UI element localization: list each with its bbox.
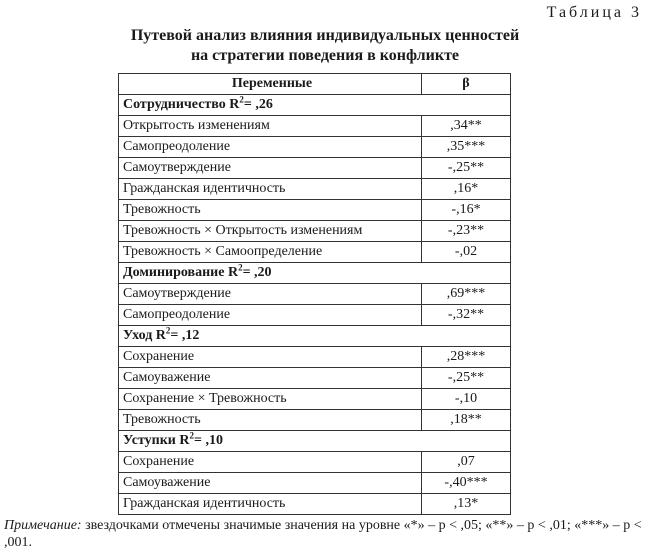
table-row: [119, 242, 511, 263]
table-row: [119, 368, 511, 389]
table-note: [4, 517, 646, 551]
beta-cell: -,23**: [422, 221, 511, 242]
beta-cell: -,16*: [422, 200, 511, 221]
note-label: Примечание:: [4, 518, 82, 533]
variable-cell: Самоуважение: [119, 368, 422, 389]
variable-cell: Гражданская идентичность: [119, 494, 422, 515]
beta-cell: -,02: [422, 242, 511, 263]
table-row: [119, 200, 511, 221]
table-number-label: Таблица 3: [546, 4, 642, 21]
section-name: Сотрудничество R: [123, 97, 240, 112]
r2-value: = ,12: [170, 328, 200, 343]
r2-value: = ,20: [242, 265, 272, 280]
beta-cell: ,34**: [422, 116, 511, 137]
variable-cell: Самоуважение: [119, 473, 422, 494]
r2-exponent: 2: [189, 430, 194, 441]
table-row: [119, 473, 511, 494]
header-row: [119, 74, 511, 95]
beta-cell: ,28***: [422, 347, 511, 368]
beta-cell: ,13*: [422, 494, 511, 515]
variable-cell: Самоутверждение: [119, 284, 422, 305]
beta-cell: -,32**: [422, 305, 511, 326]
section-row: [119, 326, 511, 347]
beta-cell: ,35***: [422, 137, 511, 158]
table-row: [119, 347, 511, 368]
r2-exponent: 2: [239, 94, 244, 105]
section-row: [119, 263, 511, 284]
title-line-1: Путевой анализ влияния индивидуальных ценностей: [130, 27, 520, 44]
variable-cell: Самопреодоление: [119, 137, 422, 158]
table-row: [119, 452, 511, 473]
variable-cell: Тревожность × Самоопределение: [119, 242, 422, 263]
table-row: [119, 158, 511, 179]
table-row: [119, 389, 511, 410]
section-name: Доминирование R: [123, 265, 239, 280]
table-body: [119, 95, 511, 515]
section-heading: [119, 326, 511, 347]
variable-cell: Сохранение × Тревожность: [119, 389, 422, 410]
table-title: [0, 26, 650, 66]
beta-cell: ,18**: [422, 410, 511, 431]
r2-value: = ,26: [243, 97, 273, 112]
path-analysis-table: [118, 73, 511, 515]
section-heading: [119, 263, 511, 284]
beta-cell: -,25**: [422, 158, 511, 179]
table-row: [119, 137, 511, 158]
table-row: [119, 221, 511, 242]
variable-cell: Гражданская идентичность: [119, 179, 422, 200]
r2-value: = ,10: [193, 433, 223, 448]
table-row: [119, 284, 511, 305]
section-row: [119, 95, 511, 116]
section-name: Уход R: [123, 328, 166, 343]
note-text: звездочками отмечены значимые значения на уровне «*» – p < ,05; «**» – p < ,01; «***» – p < ,001.: [4, 518, 642, 550]
variable-cell: Открытость изменениям: [119, 116, 422, 137]
beta-cell: ,16*: [422, 179, 511, 200]
section-heading: [119, 431, 511, 452]
section-row: [119, 431, 511, 452]
section-name: Уступки R: [123, 433, 190, 448]
variable-cell: Самоутверждение: [119, 158, 422, 179]
beta-cell: ,69***: [422, 284, 511, 305]
beta-cell: -,25**: [422, 368, 511, 389]
variable-cell: Сохранение: [119, 452, 422, 473]
header-beta: β: [422, 74, 511, 95]
table-row: [119, 410, 511, 431]
beta-cell: -,40***: [422, 473, 511, 494]
variable-cell: Сохранение: [119, 347, 422, 368]
table-row: [119, 494, 511, 515]
header-variables: Переменные: [119, 74, 422, 95]
variable-cell: Тревожность: [119, 410, 422, 431]
table-row: [119, 116, 511, 137]
variable-cell: Самопреодоление: [119, 305, 422, 326]
title-line-2: на стратегии поведения в конфликте: [190, 47, 460, 64]
variable-cell: Тревожность: [119, 200, 422, 221]
table-row: [119, 179, 511, 200]
table-row: [119, 305, 511, 326]
beta-cell: ,07: [422, 452, 511, 473]
variable-cell: Тревожность × Открытость изменениям: [119, 221, 422, 242]
r2-exponent: 2: [165, 325, 171, 336]
r2-exponent: 2: [238, 262, 243, 273]
beta-cell: -,10: [422, 389, 511, 410]
section-heading: [119, 95, 511, 116]
